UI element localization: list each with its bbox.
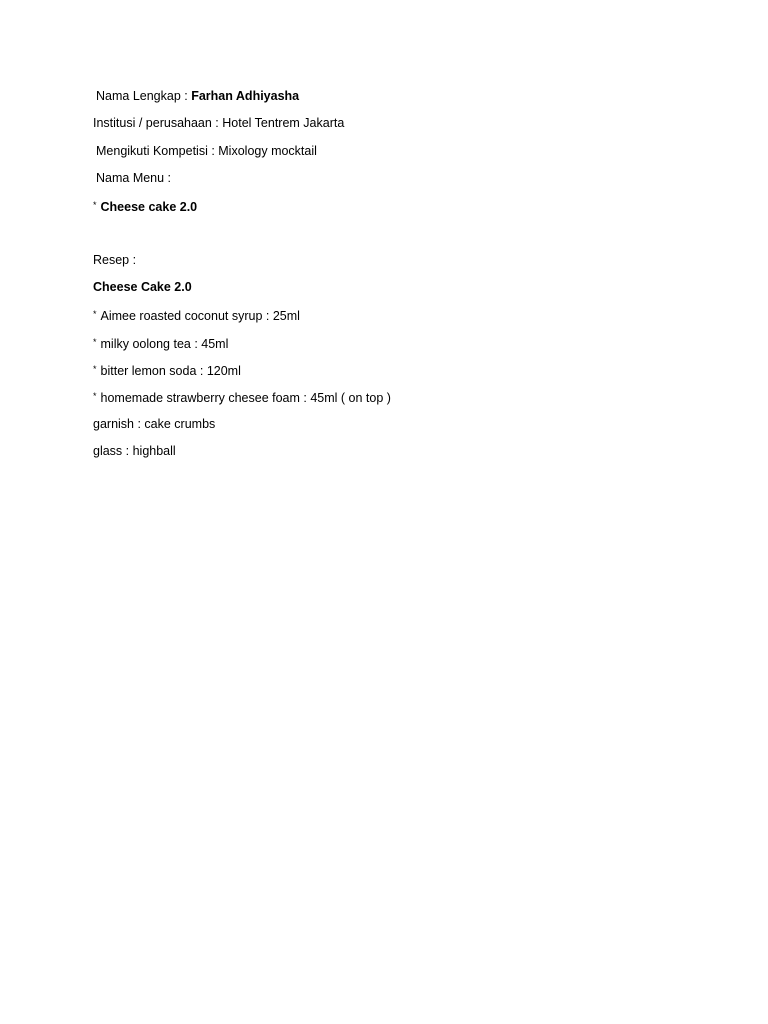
ingredient-text: bitter lemon soda : 120ml bbox=[100, 364, 241, 378]
menu-item bbox=[93, 197, 197, 215]
recipe-label: Resep : bbox=[93, 253, 137, 267]
institution-line: Institusi / perusahaan : Hotel Tentrem Jakarta bbox=[93, 116, 345, 130]
ingredient-item bbox=[93, 388, 391, 406]
full-name-line bbox=[93, 88, 299, 104]
ingredient-text: homemade strawberry chesee foam : 45ml ( on top ) bbox=[100, 391, 391, 405]
ingredient-item bbox=[93, 306, 300, 324]
full-name-label: Nama Lengkap : bbox=[96, 89, 188, 103]
bullet-glyph: * bbox=[93, 200, 97, 210]
bullet-glyph: * bbox=[93, 391, 97, 401]
ingredient-item bbox=[93, 334, 228, 352]
bullet-glyph: * bbox=[93, 309, 97, 319]
menu-label: Nama Menu : bbox=[96, 171, 172, 185]
menu-item-name: Cheese cake 2.0 bbox=[100, 200, 198, 214]
glass-line: glass : highball bbox=[93, 444, 176, 458]
bullet-glyph: * bbox=[93, 337, 97, 347]
competition-line: Mengikuti Kompetisi : Mixology mocktail bbox=[96, 144, 317, 158]
recipe-title: Cheese Cake 2.0 bbox=[93, 280, 192, 294]
ingredient-item bbox=[93, 361, 241, 379]
ingredient-text: Aimee roasted coconut syrup : 25ml bbox=[100, 309, 300, 323]
bullet-glyph: * bbox=[93, 364, 97, 374]
ingredient-text: milky oolong tea : 45ml bbox=[100, 337, 229, 351]
full-name-value: Farhan Adhiyasha bbox=[191, 89, 300, 103]
garnish-line: garnish : cake crumbs bbox=[93, 417, 216, 431]
